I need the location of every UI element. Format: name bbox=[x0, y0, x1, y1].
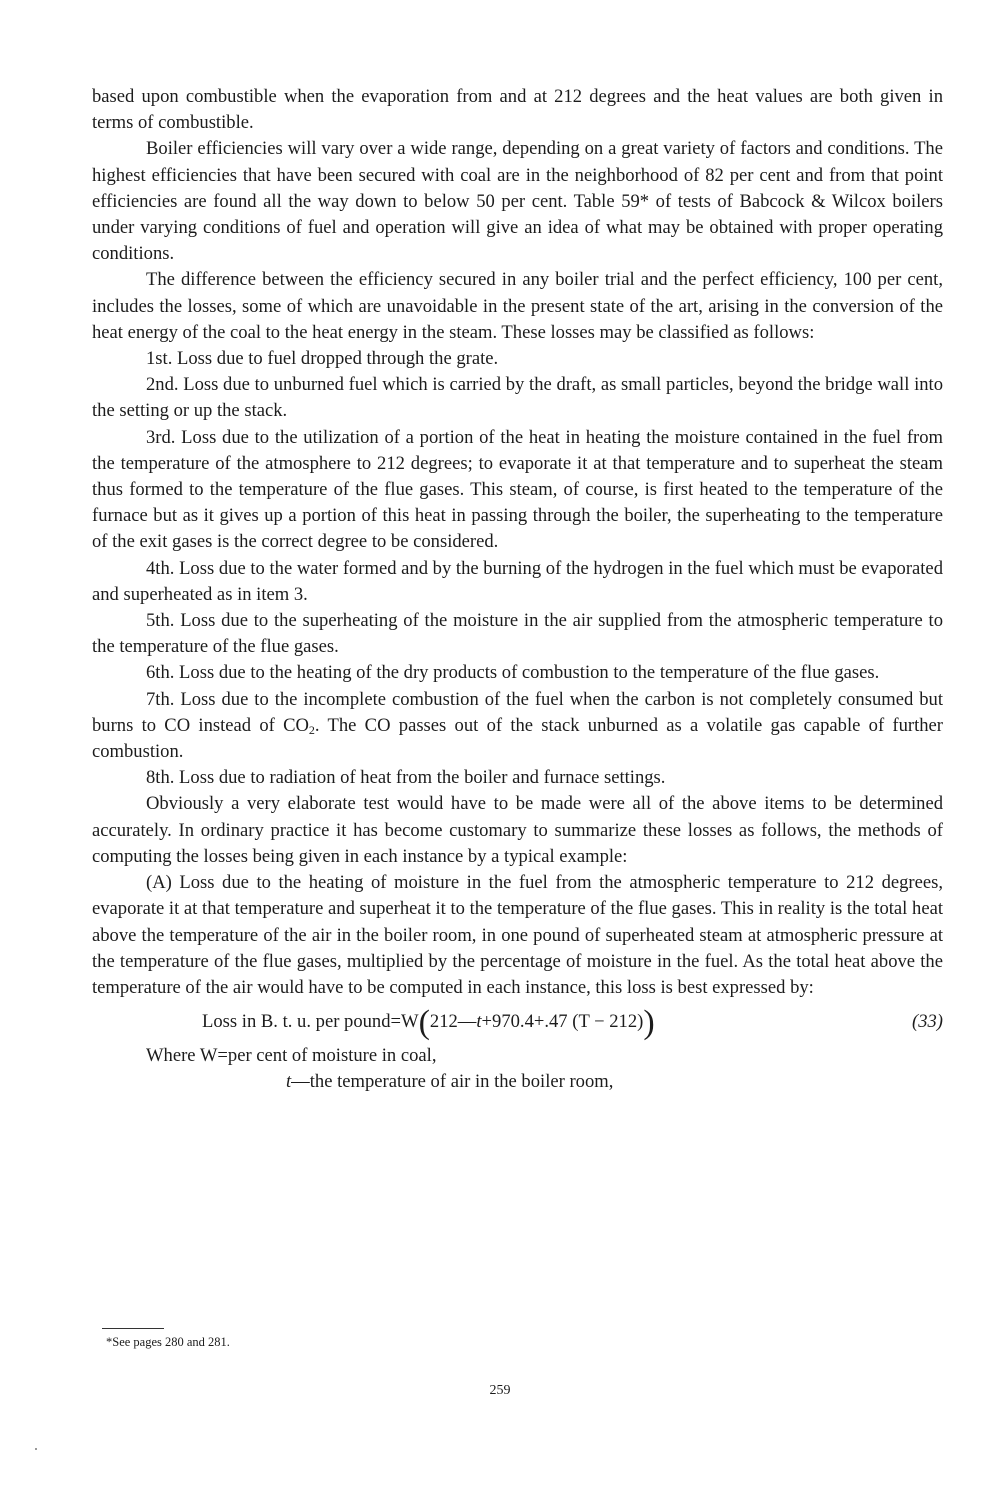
equation-33 bbox=[92, 1003, 943, 1043]
footnote-rule bbox=[102, 1328, 164, 1329]
loss-item-6: 6th. Loss due to the heating of the dry products of combustion to the temperature of the flue gases. bbox=[146, 662, 880, 684]
body-text bbox=[92, 84, 943, 1096]
equation-part-2: +970.4+.47 (T − 212) bbox=[481, 1011, 644, 1033]
paragraph-efficiency-losses: The difference between the efficiency secured in any boiler trial and the perfect efficiency, 100 per cent, includes the losses, some of which are unavoidable in the present state of the art, arising in the conversion of the heat energy of the coal to the heat energy in the steam. These losses may be classified as follows: bbox=[92, 269, 943, 343]
equation-body bbox=[202, 1004, 655, 1042]
where-line-2 bbox=[92, 1069, 943, 1095]
loss-item-7-text-a: 7th. Loss due to the incomplete combustion of the fuel when the carbon is not completely consumed but burns to CO instead of CO bbox=[92, 688, 943, 736]
loss-item-4: 4th. Loss due to the water formed and by the burning of the hydrogen in the fuel which must be evaporated and superheated as in item 3. bbox=[92, 557, 943, 605]
loss-item-8: 8th. Loss due to radiation of heat from the boiler and furnace settings. bbox=[146, 767, 666, 789]
equation-number: (33) bbox=[912, 1011, 943, 1033]
equation-close-paren: ) bbox=[643, 1004, 655, 1042]
scan-speck bbox=[35, 1448, 37, 1450]
where-line-1: Where W=per cent of moisture in coal, bbox=[146, 1045, 437, 1067]
loss-item-7-text-b: . The CO passes out of the stack unburned as a volatile gas capable of further combustion. bbox=[92, 714, 943, 763]
loss-item-7 bbox=[92, 687, 943, 766]
paragraph-continuation: based upon combustible when the evaporation from and at 212 degrees and the heat values are both given in terms of combustible. bbox=[92, 86, 943, 134]
co2-subscript: 2 bbox=[308, 722, 315, 737]
equation-var-t: t bbox=[476, 1011, 482, 1033]
equation-open-paren: ( bbox=[418, 1004, 430, 1042]
where-var-t: t bbox=[286, 1071, 292, 1093]
loss-item-1: 1st. Loss due to fuel dropped through the grate. bbox=[146, 348, 499, 370]
equation-part-1: 212— bbox=[429, 1011, 477, 1033]
footnote: *See pages 280 and 281. bbox=[106, 1335, 230, 1349]
paragraph-summary: Obviously a very elaborate test would have to be made were all of the above items to be determined accurately. In ordinary practice it has become customary to summarize these losses as follows, the methods of computing the losses being given in each instance by a typical example: bbox=[92, 793, 943, 867]
where-line-2-text: —the temperature of air in the boiler room, bbox=[291, 1071, 614, 1093]
equation-lhs: Loss in B. t. u. per pound=W bbox=[202, 1011, 419, 1033]
page-number: 259 bbox=[489, 1383, 511, 1398]
loss-item-2: 2nd. Loss due to unburned fuel which is carried by the draft, as small particles, beyond the bridge wall into the setting or up the stack. bbox=[92, 374, 943, 422]
loss-item-5: 5th. Loss due to the superheating of the moisture in the air supplied from the atmospheric temperature to the temperature of the flue gases. bbox=[92, 610, 943, 658]
paragraph-boiler-efficiencies: Boiler efficiencies will vary over a wide range, depending on a great variety of factors and conditions. The highest efficiencies that have been secured with coal are in the neighborhood of 82 per cent and from that point efficiencies are found all the way down to below 50 per cent. Table 59* of tests of Babcock & Wilcox boilers under varying conditions of fuel and operation will give an idea of what may be obtained with proper operating conditions. bbox=[92, 138, 943, 265]
loss-item-3: 3rd. Loss due to the utilization of a portion of the heat in heating the moisture contained in the fuel from the temperature of the atmosphere to 212 degrees; to evaporate it at that temperature and to superheat the steam thus formed to the temperature of the flue gases. This steam, of course, is first heated to the temperature of the furnace but as it gives up a portion of this heat in passing through the boiler, the superheating to the temperature of the exit gases is the correct degree to be considered. bbox=[92, 426, 943, 553]
paragraph-loss-a: (A) Loss due to the heating of moisture in the fuel from the atmospheric temperature to 212 degrees, evaporate it at that temperature and superheat it to the temperature of the flue gases. This in reality is the total heat above the temperature of the air in the boiler room, in one pound of superheated steam at atmospheric pressure at the temperature of the flue gases, multiplied by the percentage of moisture in the fuel. As the total heat above the temperature of the air would have to be computed in each instance, this loss is best expressed by: bbox=[92, 872, 943, 998]
